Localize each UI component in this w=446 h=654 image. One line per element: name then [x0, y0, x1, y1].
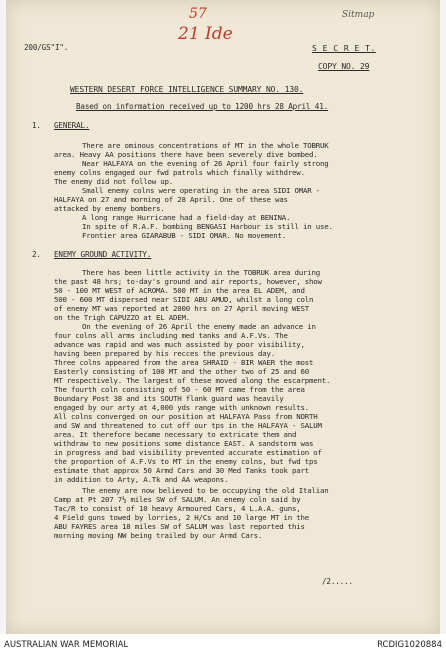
body-line: advance was rapid and was much assisted by poor visibility, — [54, 340, 305, 349]
archive-footer — [0, 634, 446, 654]
body-line: Frontier area GIARABUB - SIDI OMAR. No movement. — [82, 231, 286, 240]
body-line: In spite of R.A.F. bombing BENGASI Harbour is still in use. — [82, 222, 333, 231]
page-number-annotation: 57 — [189, 6, 207, 22]
body-line: area. It therefore became necessary to extricate them and — [54, 430, 297, 439]
footer-record-id: RCDIG1020884 — [377, 640, 442, 650]
body-line: There are ominous concentrations of MT in the whole TOBRUK — [82, 141, 329, 150]
body-line: in addition to Arty, A.Tk and AA weapons. — [54, 475, 229, 484]
body-line: Small enemy colns were operating in the area SIDI OMAR - — [82, 186, 320, 195]
body-line: The fourth coln consisting of 50 - 60 MT came from the area — [54, 385, 305, 394]
body-line: having been prepared by his recces the previous day. — [54, 349, 275, 358]
section-heading: ENEMY GROUND ACTIVITY. — [54, 250, 152, 259]
body-line: 500 - 600 MT dispersed near SIDI ABU AMUD, whilst a long coln — [54, 295, 314, 304]
body-line: The enemy are now believed to be occupying the old Italian — [82, 486, 329, 495]
body-line: 4 Field guns towed by lorries, 2 H/Cs and 10 large MT in the — [54, 513, 309, 522]
body-line: ABU FAYRES area 18 miles SW of SALUM was last reported this — [54, 522, 305, 531]
body-line: and SW and threatened to cut off our tps in the HALFAYA - SALUM — [54, 421, 322, 430]
reference-number: 200/GS"I". — [24, 43, 69, 52]
body-line: attacked by enemy bombers. — [54, 204, 165, 213]
continuation-marker: /2..... — [322, 577, 353, 586]
body-line: HALFAYA on 27 and morning of 28 April. One of these was — [54, 195, 288, 204]
body-line: withdraw to new positions some distance EAST. A sandstorm was — [54, 439, 314, 448]
information-basis: Based on information received up to 1200 hrs 28 April 41. — [76, 102, 329, 111]
body-line: four colns all arms including med tanks and A.F.Vs. The — [54, 331, 288, 340]
document-title: WESTERN DESERT FORCE INTELLIGENCE SUMMARY NO. 130. — [70, 85, 304, 94]
handwritten-annotation: 21 Ide — [178, 24, 233, 44]
body-line: area. Heavy AA positions there have been severely dive bombed. — [54, 150, 318, 159]
body-line: of enemy MT was reported at 2000 hrs on 27 April moving WEST — [54, 304, 309, 313]
body-line: 50 - 100 MT WEST of ACROMA. 500 MT in the area EL ADEM, and — [54, 286, 305, 295]
body-line: All colns converged on our position at HALFAYA Pass from NORTH — [54, 412, 318, 421]
classification: S E C R E T. — [312, 44, 376, 53]
section-number: 1. — [32, 121, 41, 130]
body-line: The enemy did not follow up. — [54, 177, 173, 186]
body-line: enemy colns engaged our fwd patrols which finally withdrew. — [54, 168, 305, 177]
body-line: estimate that approx 50 Armd Cars and 30 Med Tanks took part — [54, 466, 309, 475]
footer-source: AUSTRALIAN WAR MEMORIAL — [4, 640, 129, 650]
body-line: the past 48 hrs; to-day's ground and air reports, however, show — [54, 277, 322, 286]
initials-annotation: Sitmap — [342, 10, 375, 20]
body-line: Camp at Pt 207 7½ miles SW of SALUM. An enemy coln said by — [54, 495, 301, 504]
body-line: Boundary Post 38 and its SOUTH flank guard was heavily — [54, 394, 284, 403]
body-line: Tac/R to consist of 10 heavy Armoured Cars, 4 L.A.A. guns, — [54, 504, 301, 513]
body-line: Near HALFAYA on the evening of 26 April four fairly strong — [82, 159, 329, 168]
body-line: A long range Hurricane had a field-day at BENINA. — [82, 213, 291, 222]
body-line: Easterly consisting of 100 MT and the other two of 25 and 60 — [54, 367, 309, 376]
body-line: in progress and bad visibility prevented accurate estimation of — [54, 448, 322, 457]
copy-number: COPY NO. 29 — [318, 62, 370, 71]
body-line: the proportion of A.F.Vs to MT in the enemy colns, but fwd tps — [54, 457, 318, 466]
section-heading: GENERAL. — [54, 121, 90, 130]
body-line: MT respectively. The largest of these moved along the escarpment. — [54, 376, 331, 385]
body-line: on the Trigh CAPUZZO at EL ADEM. — [54, 313, 190, 322]
document-page — [6, 0, 440, 634]
body-line: morning moving NW being trailed by our Armd Cars. — [54, 531, 263, 540]
body-line: There has been little activity in the TOBRUK area during — [82, 268, 320, 277]
body-line: Three colns appeared from the area SHRAID - BIR WAER the most — [54, 358, 314, 367]
body-line: engaged by our arty at 4,000 yds range with unknown results. — [54, 403, 309, 412]
section-number: 2. — [32, 250, 41, 259]
body-line: On the evening of 26 April the enemy made an advance in — [82, 322, 316, 331]
